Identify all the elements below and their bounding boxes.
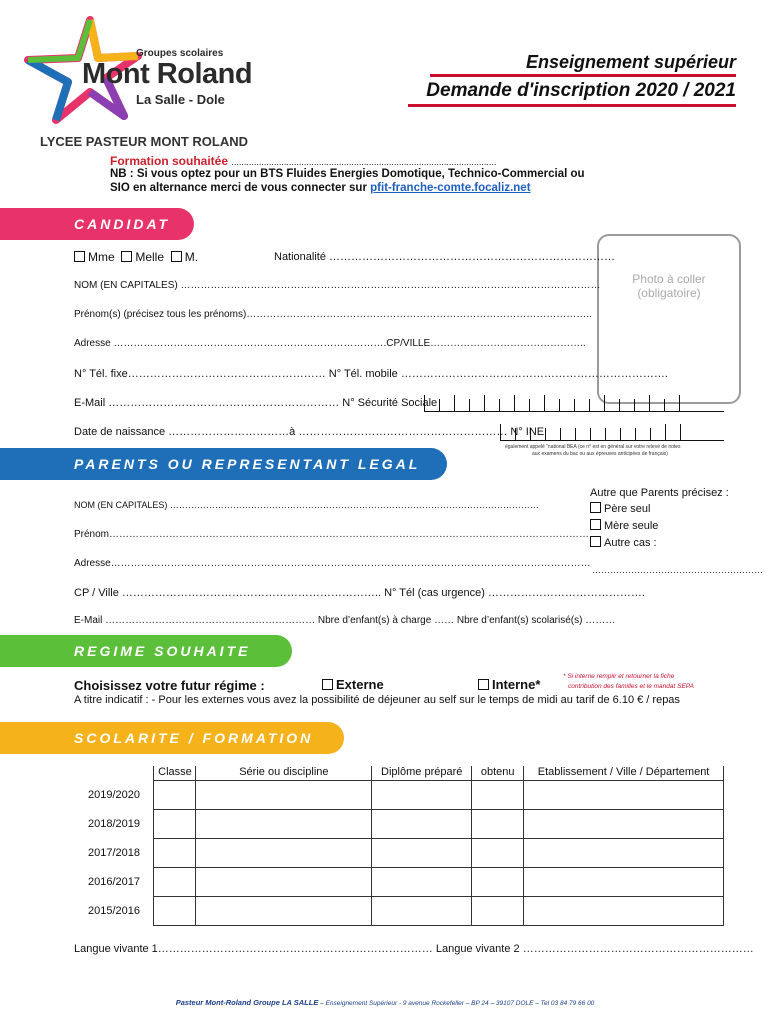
- header-rule-2: [408, 104, 736, 107]
- formation-row: [110, 154, 496, 168]
- cell-classe[interactable]: [154, 810, 196, 839]
- nationalite-field[interactable]: Nationalité ……………………………………………………………………: [274, 251, 616, 263]
- table-row: [84, 781, 724, 810]
- scolarite-table: [84, 766, 724, 926]
- photo-label-1: Photo à coller: [632, 272, 706, 286]
- civility-row: [74, 250, 198, 264]
- candidat-tel-field[interactable]: N° Tél. fixe……………………………………………… N° Tél. mobile ……………………………………………………………….: [74, 368, 668, 380]
- regime-info: A titre indicatif : - Pour les externes vous avez la possibilité de déjeuner au self sur le temps de midi au tarif de 6.10 € / repas: [74, 694, 680, 706]
- header-blank: [84, 766, 154, 781]
- cell-classe[interactable]: [154, 897, 196, 926]
- cell-etablissement[interactable]: [524, 810, 724, 839]
- header-etablissement: Etablissement / Ville / Département: [524, 766, 724, 781]
- cell-serie[interactable]: [196, 839, 372, 868]
- m-label: M.: [184, 250, 199, 264]
- nb-line-2-text: SIO en alternance merci de vous connecter sur: [110, 182, 371, 194]
- checkbox-melle[interactable]: [121, 251, 132, 262]
- checkbox-autre-cas[interactable]: [590, 536, 601, 547]
- header-serie: Série ou discipline: [196, 766, 372, 781]
- parents-email-field[interactable]: E-Mail ……………………………………………………… Nbre d’enfant(s) à charge …… Nbre d’enfant(s) scolarisé(s) ………: [74, 615, 616, 626]
- ine-number-boxes[interactable]: [500, 424, 724, 441]
- candidat-naissance-field[interactable]: Date de naissance ……………………………à ………………………………………………… N° INE: [74, 426, 545, 438]
- footer-rest: – Enseignement Supérieur - 9 avenue Rockefeller – BP 24 – 39107 DOLE – Tel 03 84 79 66 00: [318, 1000, 595, 1007]
- school-name: LYCEE PASTEUR MONT ROLAND: [40, 134, 249, 149]
- logo-brand-text: Mont Roland: [82, 58, 253, 90]
- cell-diplome[interactable]: [372, 897, 472, 926]
- header-diplome: Diplôme préparé: [372, 766, 472, 781]
- formation-field[interactable]: ..........................................................................................................: [231, 157, 497, 167]
- parents-adresse-field[interactable]: Adresse………………………………………………………………………………………………………………………………: [74, 558, 591, 569]
- table-row: [84, 868, 724, 897]
- formation-label: Formation souhaitée: [110, 154, 229, 168]
- checkbox-mere-seule[interactable]: [590, 519, 601, 530]
- year-label: 2016/2017: [88, 876, 140, 888]
- regime-question: Choisissez votre futur régime :: [74, 678, 265, 693]
- cell-diplome[interactable]: [372, 839, 472, 868]
- cell-diplome[interactable]: [372, 868, 472, 897]
- melle-label: Melle: [135, 250, 165, 264]
- header-title-2: Demande d'inscription 2020 / 2021: [426, 80, 736, 101]
- parents-section-bar: [0, 448, 447, 480]
- mere-seule-label: Mère seule: [604, 520, 659, 532]
- interne-note-2: contribution des familles et le mandat SEPA: [568, 683, 694, 690]
- cell-classe[interactable]: [154, 868, 196, 897]
- cell-serie[interactable]: [196, 781, 372, 810]
- autre-parents-title: Autre que Parents précisez :: [590, 487, 729, 499]
- cell-obtenu[interactable]: [472, 868, 524, 897]
- header-classe: Classe: [154, 766, 196, 781]
- interne-option[interactable]: [478, 677, 540, 692]
- checkbox-interne[interactable]: [478, 679, 489, 690]
- mere-seule-option[interactable]: [590, 519, 658, 532]
- cell-obtenu[interactable]: [472, 810, 524, 839]
- checkbox-m[interactable]: [171, 251, 182, 262]
- cell-obtenu[interactable]: [472, 839, 524, 868]
- year-label: 2019/2020: [88, 789, 140, 801]
- scolarite-section-bar: [0, 722, 344, 754]
- footer-bold: Pasteur Mont-Roland Groupe LA SALLE: [175, 998, 319, 1007]
- parents-title: PARENTS OU REPRESENTANT LEGAL: [74, 456, 421, 472]
- externe-label: Externe: [336, 677, 384, 692]
- header-rule-1: [430, 74, 736, 77]
- parents-prenom-field[interactable]: Prénom………………………………………………………………………………………………………………………………: [74, 529, 590, 540]
- scolarite-header-row: [84, 766, 724, 781]
- candidat-prenom-field[interactable]: Prénom(s) (précisez tous les prénoms)…………………………………………………………………………………………..: [74, 309, 592, 320]
- langues-field[interactable]: Langue vivante 1………………………………………………………………… Langue vivante 2 ………………………………………………………: [74, 943, 754, 955]
- table-row: [84, 897, 724, 926]
- autre-cas-label: Autre cas :: [604, 537, 657, 549]
- cell-serie[interactable]: [196, 868, 372, 897]
- footer: [0, 998, 770, 1007]
- cell-etablissement[interactable]: [524, 868, 724, 897]
- candidat-adresse-field[interactable]: Adresse ……………………………………………………………………….CP/VILLE………………………………………..: [74, 338, 586, 349]
- cell-etablissement[interactable]: [524, 897, 724, 926]
- table-row: [84, 839, 724, 868]
- autre-cas-field[interactable]: …………………………………………………: [592, 565, 763, 575]
- year-label: 2015/2016: [88, 905, 140, 917]
- checkbox-externe[interactable]: [322, 679, 333, 690]
- cell-serie[interactable]: [196, 810, 372, 839]
- header-title-1: Enseignement supérieur: [525, 52, 736, 72]
- autre-cas-option[interactable]: [590, 536, 657, 549]
- cell-classe[interactable]: [154, 839, 196, 868]
- cell-serie[interactable]: [196, 897, 372, 926]
- school-logo: [20, 14, 260, 134]
- cell-etablissement[interactable]: [524, 839, 724, 868]
- candidat-nom-field[interactable]: NOM (EN CAPITALES) ………………………………………………………………………………………………………………: [74, 280, 601, 291]
- pere-seul-option[interactable]: [590, 502, 650, 515]
- logo-top-text: Groupes scolaires: [136, 48, 224, 59]
- regime-title: REGIME SOUHAITE: [74, 643, 251, 659]
- candidat-section-bar: [0, 208, 194, 240]
- ine-note-2: aux examens du bac ou aux épreuves anticipées de français): [532, 451, 668, 457]
- checkbox-pere-seul[interactable]: [590, 502, 601, 513]
- checkbox-mme[interactable]: [74, 251, 85, 262]
- interne-note-1: * Si interne remplir et retourner la fiche: [563, 673, 675, 680]
- candidat-title: CANDIDAT: [74, 216, 171, 232]
- parents-nom-field[interactable]: NOM (EN CAPITALES) ……………………………………………………………………………………………………………: [74, 500, 539, 510]
- scolarite-title: SCOLARITE / FORMATION: [74, 730, 314, 746]
- nb-line-2: [110, 182, 531, 194]
- ine-note-1: également appelé "national BEA (ce n° est en général sur votre relevé de notes: [505, 444, 681, 450]
- cell-obtenu[interactable]: [472, 781, 524, 810]
- cell-obtenu[interactable]: [472, 897, 524, 926]
- mme-label: Mme: [88, 250, 115, 264]
- year-label: 2018/2019: [88, 818, 140, 830]
- photo-label-2: (obligatoire): [637, 286, 701, 300]
- interne-label: Interne*: [492, 677, 541, 692]
- candidat-email-field[interactable]: E-Mail ……………………………………………………… N° Sécurité Sociale: [74, 397, 438, 409]
- focaliz-link[interactable]: pfit-franche-comte.focaliz.net: [370, 182, 531, 194]
- table-row: [84, 810, 724, 839]
- nb-line-1: NB : Si vous optez pour un BTS Fluides Energies Domotique, Technico-Commercial ou: [110, 168, 585, 180]
- pere-seul-label: Père seul: [604, 503, 651, 515]
- cell-etablissement[interactable]: [524, 781, 724, 810]
- header-obtenu: obtenu: [472, 766, 524, 781]
- parents-cp-ville-field[interactable]: CP / Ville …………………………………………………………….. N° Tél (cas urgence) …………………………………….: [74, 587, 645, 599]
- cell-diplome[interactable]: [372, 810, 472, 839]
- cell-classe[interactable]: [154, 781, 196, 810]
- regime-section-bar: [0, 635, 292, 667]
- secu-number-boxes[interactable]: [424, 395, 724, 412]
- logo-sub-text: La Salle - Dole: [136, 92, 225, 107]
- externe-option[interactable]: [322, 677, 384, 692]
- year-label: 2017/2018: [88, 847, 140, 859]
- cell-diplome[interactable]: [372, 781, 472, 810]
